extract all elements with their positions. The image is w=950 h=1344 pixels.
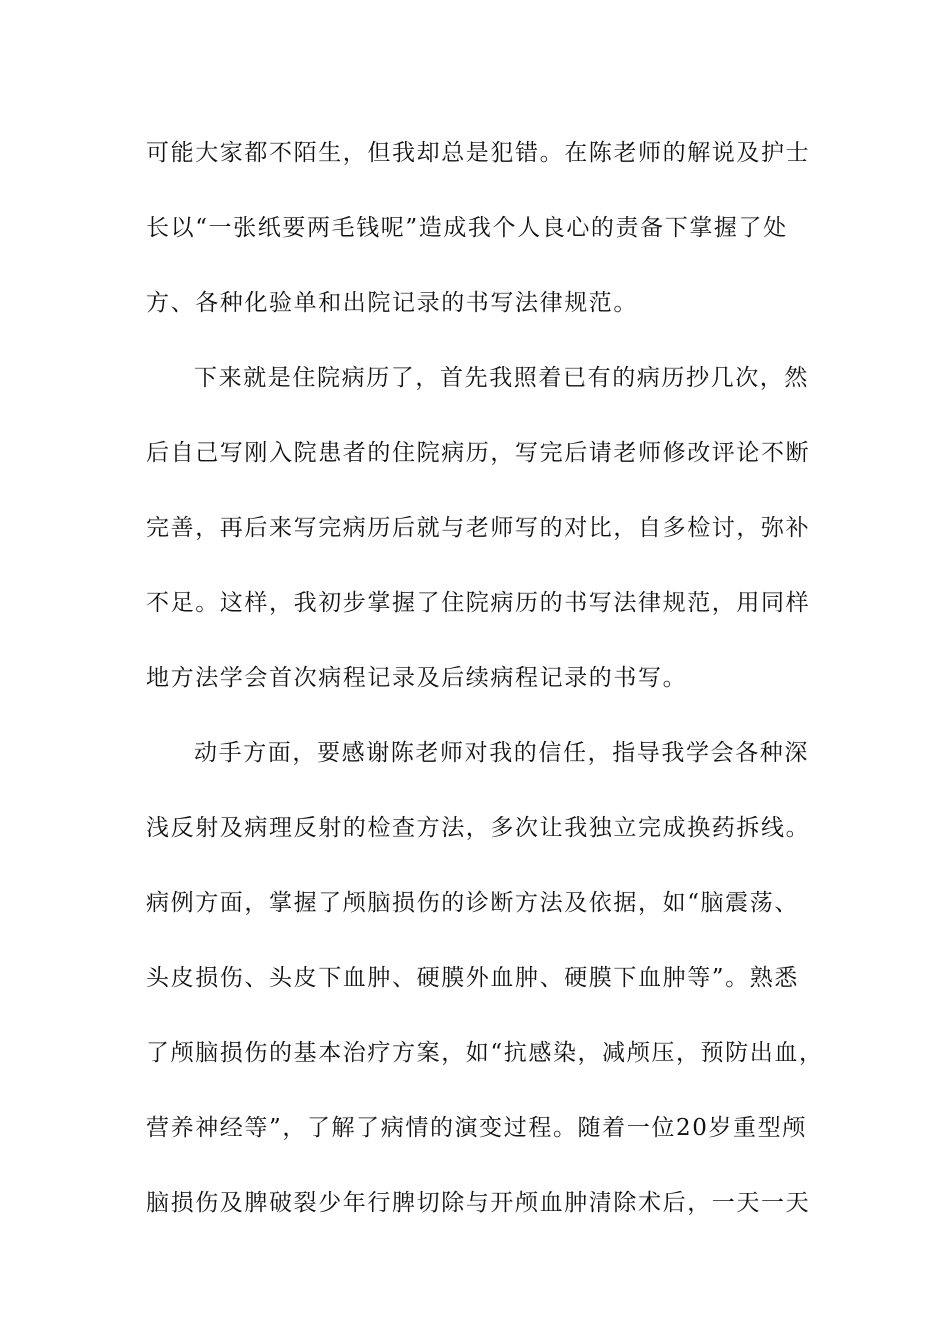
- paragraph-first-line: 下来就是住院病历了，首先我照着已有的病历抄几次，然: [194, 365, 809, 391]
- text-line: 营养神经等”，了解了病情的演变过程。随着一位20岁重型颅: [146, 1115, 807, 1141]
- text-line: 可能大家都不陌生，但我却总是犯错。在陈老师的解说及护士: [146, 140, 811, 166]
- text-line: 了颅脑损伤的基本治疗方案，如“抗感染，减颅压，预防出血，: [146, 1040, 824, 1066]
- text-line: 脑损伤及脾破裂少年行脾切除与开颅血肿清除术后，一天一天: [146, 1190, 811, 1216]
- text-line: 方、各种化验单和出院记录的书写法律规范。: [146, 290, 638, 316]
- text-line: 不足。这样，我初步掌握了住院病历的书写法律规范，用同样: [146, 590, 811, 616]
- text-line: 后自己写刚入院患者的住院病历，写完后请老师修改评论不断: [146, 440, 811, 466]
- paragraph-first-line: 动手方面，要感谢陈老师对我的信任，指导我学会各种深: [194, 740, 809, 766]
- text-line: 头皮损伤、头皮下血肿、硬膜外血肿、硬膜下血肿等”。熟悉: [146, 965, 799, 991]
- text-line: 长以“一张纸要两毛钱呢”造成我个人良心的责备下掌握了处: [146, 215, 788, 241]
- text-line: 完善，再后来写完病历后就与老师写的对比，自多检讨，弥补: [146, 515, 811, 541]
- text-line: 浅反射及病理反射的检查方法，多次让我独立完成换药拆线。: [146, 815, 811, 841]
- text-line: 地方法学会首次病程记录及后续病程记录的书写。: [146, 665, 688, 691]
- text-line: 病例方面，掌握了颅脑损伤的诊断方法及依据，如“脑震荡、: [146, 890, 799, 916]
